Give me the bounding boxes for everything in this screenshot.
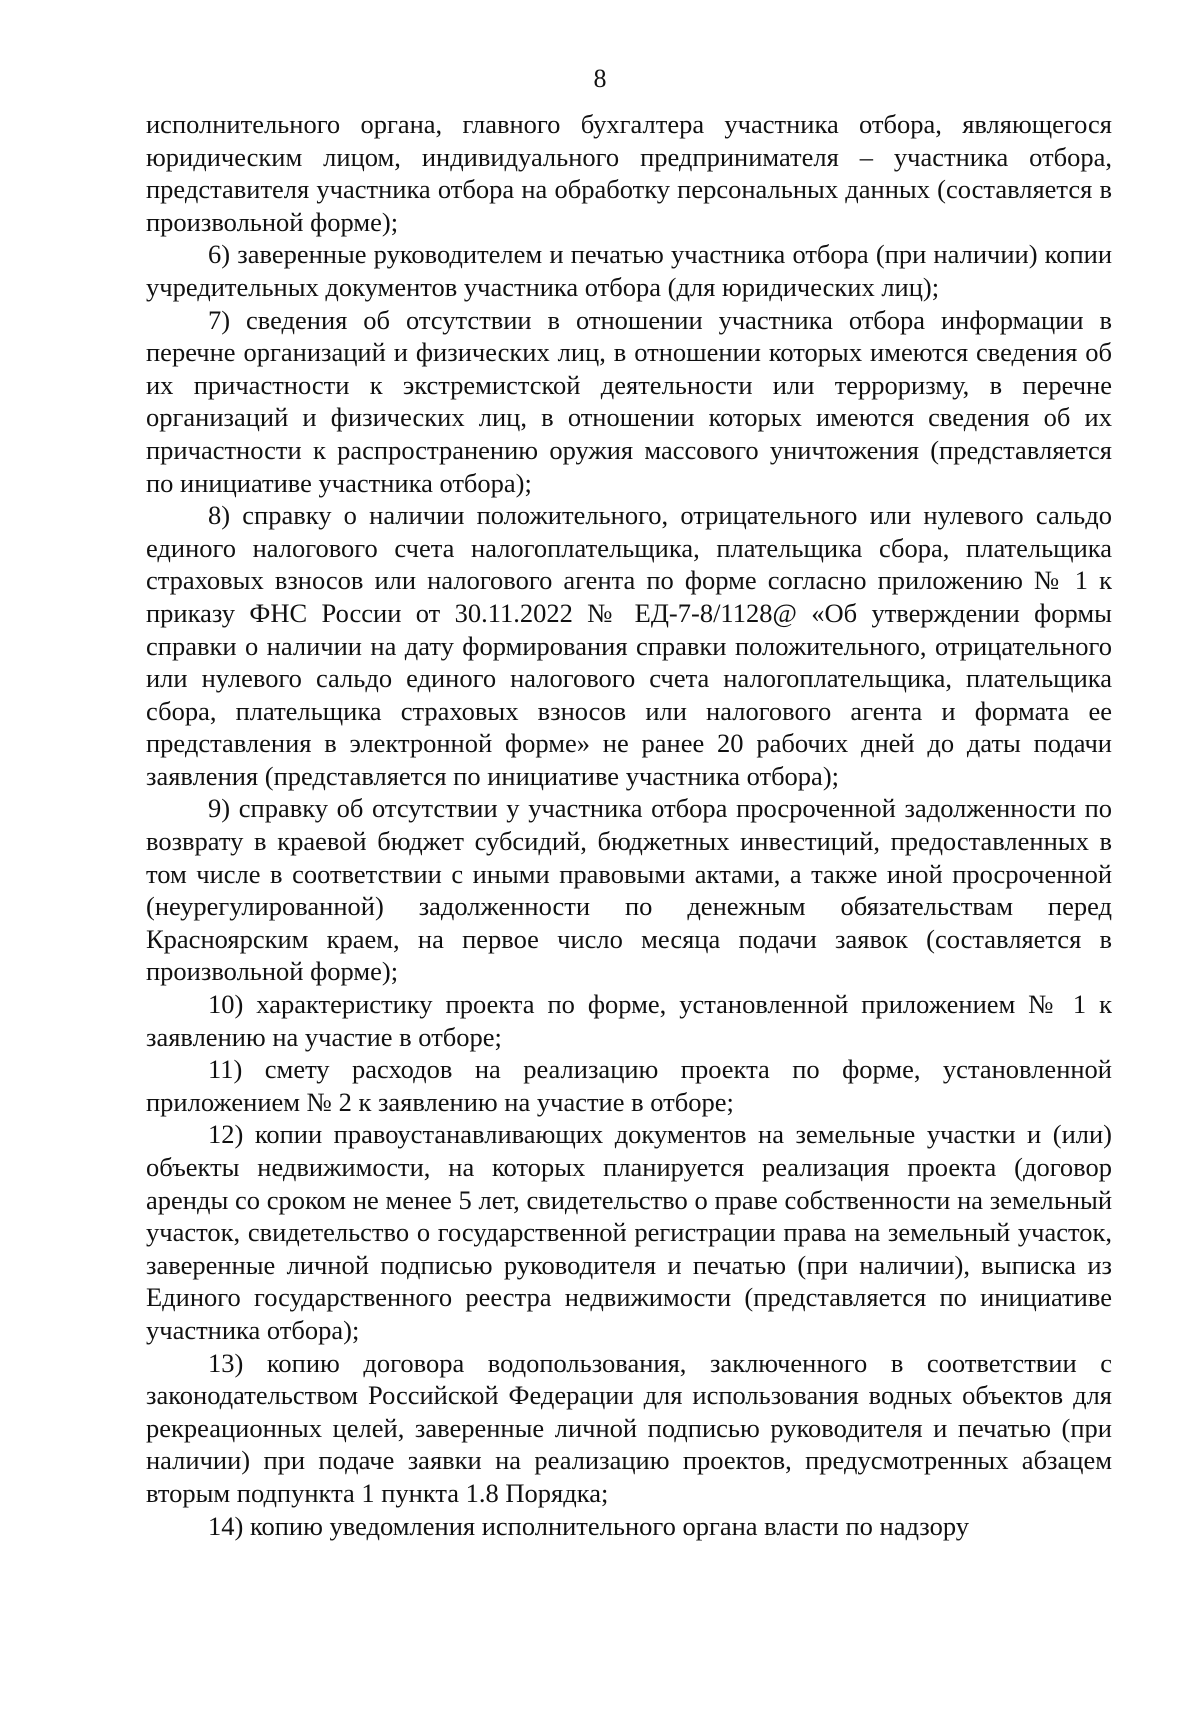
paragraph-item-9: 9) справку об отсутствии у участника отбора просроченной задолженности по возврату в краевой бюджет субсидий, бюджетных инвестиций, предоставленных в том числе в соответствии с иными правовыми актами, а также иной просроченной (неурегулированной) задолженности по денежным обязательствам перед Красноярским краем, на первое число месяца подачи заявок (составляется в произвольной форме);: [146, 793, 1112, 987]
paragraph-item-13: 13) копию договора водопользования, заключенного в соответствии с законодательством Российской Федерации для использования водных объектов для рекреационных целей, заверенные личной подписью руководителя и печатью (при наличии) при подаче заявки на реализацию проектов, предусмотренных абзацем вторым подпункта 1 пункта 1.8 Порядка;: [146, 1347, 1112, 1508]
paragraph-item-12: 12) копии правоустанавливающих документов на земельные участки и (или) объекты недвижимости, на которых планируется реализация проекта (договор аренды со сроком не менее 5 лет, свидетельство о праве собственности на земельный участок, свидетельство о государственной регистрации права на земельный участок, заверенные личной подписью руководителя и печатью (при наличии), выписка из Единого государственного реестра недвижимости (представляется по инициативе участника отбора);: [146, 1119, 1112, 1345]
paragraph-item-14: 14) копию уведомления исполнительного органа власти по надзору: [208, 1510, 969, 1541]
paragraph-item-8: 8) справку о наличии положительного, отрицательного или нулевого сальдо единого налогового счета налогоплательщика, плательщика сбора, плательщика страховых взносов или налогового агента по форме согласно приложению № 1 к приказу ФНС России от 30.11.2022 № ЕД-7-8/1128@ «Об утверждении формы справки о наличии на дату формирования справки положительного, отрицательного или нулевого сальдо единого налогового счета налогоплательщика, плательщика сбора, плательщика страховых взносов или налогового агента и формата ее представления в электронной форме» не ранее 20 рабочих дней до даты подачи заявления (представляется по инициативе участника отбора);: [146, 500, 1112, 791]
paragraph-item-11: 11) смету расходов на реализацию проекта по форме, установленной приложением № 2 к заявлению на участие в отборе;: [146, 1054, 1112, 1117]
paragraph-continuation: исполнительного органа, главного бухгалтера участника отбора, являющегося юридическим лицом, индивидуального предпринимателя – участника отбора, представителя участника отбора на обработку персональных данных (составляется в произвольной форме);: [146, 109, 1112, 237]
paragraph-item-7: 7) сведения об отсутствии в отношении участника отбора информации в перечне организаций и физических лиц, в отношении которых имеются сведения об их причастности к экстремистской деятельности или терроризму, в перечне организаций и физических лиц, в отношении которых имеются сведения об их причастности к распространению оружия массового уничтожения (представляется по инициативе участника отбора);: [146, 304, 1112, 498]
document-body: [146, 108, 1112, 1542]
page-number: 8: [593, 64, 607, 93]
paragraph-item-10: 10) характеристику проекта по форме, установленной приложением № 1 к заявлению на участие в отборе;: [146, 989, 1112, 1052]
paragraph-item-6: 6) заверенные руководителем и печатью участника отбора (при наличии) копии учредительных документов участника отбора (для юридических лиц);: [146, 239, 1112, 302]
